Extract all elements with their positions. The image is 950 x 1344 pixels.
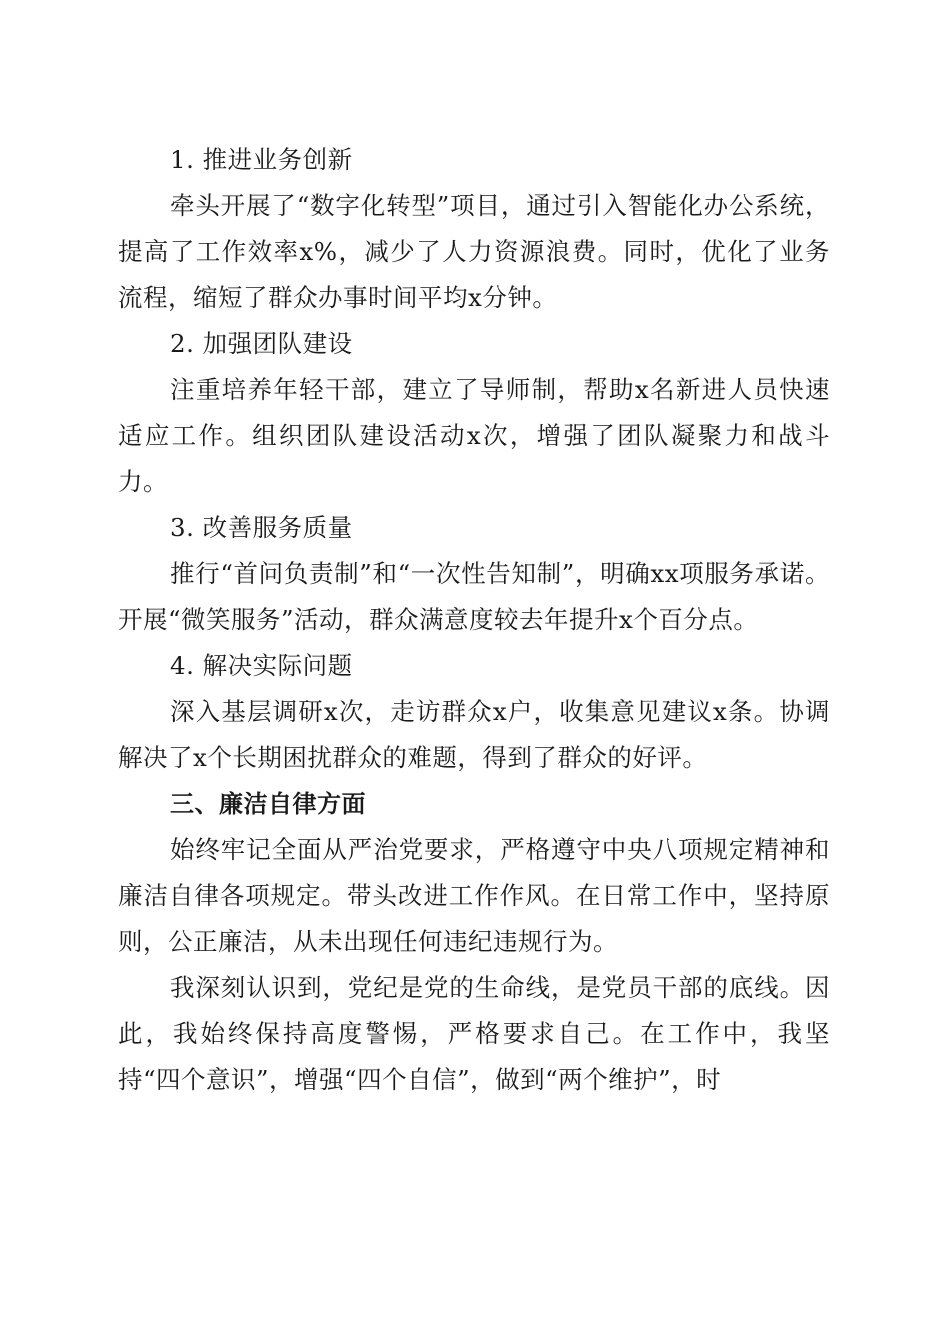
section-title-integrity: 三、廉洁自律方面	[170, 790, 366, 818]
subheading-solve-problems: 4. 解决实际问题	[170, 651, 353, 680]
subheading-team-building: 2. 加强团队建设	[170, 329, 353, 358]
subheading-business-innovation: 1. 推进业务创新	[170, 145, 353, 174]
document-page	[118, 137, 830, 1103]
paragraph-team-building: 注重培养年轻干部，建立了导师制，帮助x名新进人员快速适应工作。组织团队建设活动x次，增强了团队凝聚力和战斗力。	[118, 375, 830, 496]
paragraph-integrity-1: 始终牢记全面从严治党要求，严格遵守中央八项规定精神和廉洁自律各项规定。带头改进工作作风。在日常工作中，坚持原则，公正廉洁，从未出现任何违纪违规行为。	[118, 835, 830, 956]
paragraph-integrity-2: 我深刻认识到，党纪是党的生命线，是党员干部的底线。因此，我始终保持高度警惕，严格要求自己。在工作中，我坚持“四个意识”，增强“四个自信”，做到“两个维护”，时	[118, 973, 830, 1094]
paragraph-solve-problems: 深入基层调研x次，走访群众x户，收集意见建议x条。协调解决了x个长期困扰群众的难题，得到了群众的好评。	[118, 697, 830, 772]
subheading-service-quality: 3. 改善服务质量	[170, 513, 353, 542]
paragraph-service-quality: 推行“首问负责制”和“一次性告知制”，明确xx项服务承诺。开展“微笑服务”活动，群众满意度较去年提升x个百分点。	[118, 559, 830, 634]
paragraph-business-innovation: 牵头开展了“数字化转型”项目，通过引入智能化办公系统，提高了工作效率x%，减少了人力资源浪费。同时，优化了业务流程，缩短了群众办事时间平均x分钟。	[118, 191, 830, 312]
